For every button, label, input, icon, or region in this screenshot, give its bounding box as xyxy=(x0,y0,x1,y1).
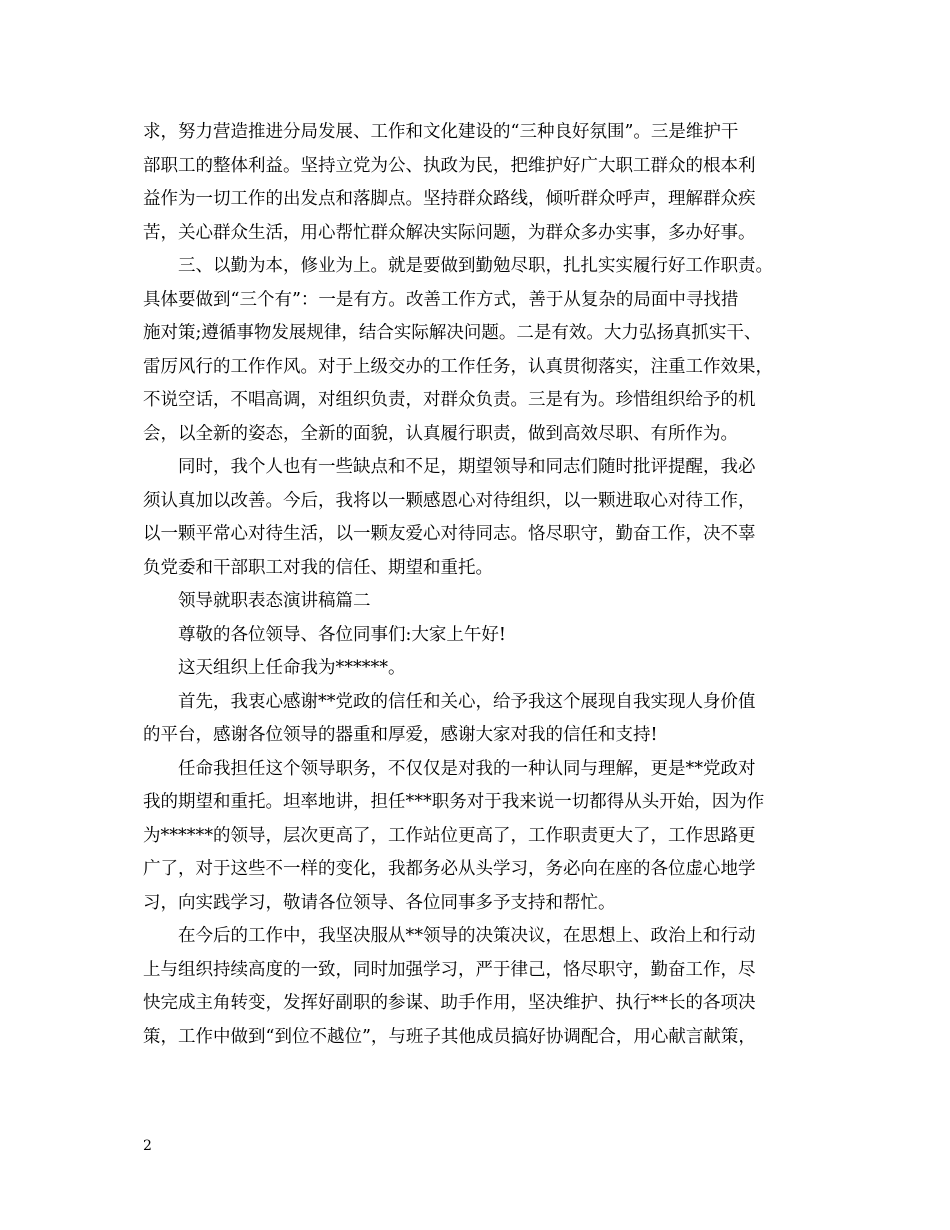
text-line: 策，工作中做到“到位不越位”，与班子其他成员搞好协调配合，用心献言献策， xyxy=(143,1026,756,1047)
text-line: 施对策;遵循事物发展规律，结合实际解决问题。二是有效。大力弘扬真抓实干、 xyxy=(143,323,762,343)
text-line: 会，以全新的姿态，全新的面貌，认真履行职责，做到高效尽职、有所作为。 xyxy=(143,423,738,444)
text-line: 负党委和干部职工对我的信任、期望和重托。 xyxy=(143,557,493,578)
text-line: 快完成主角转变，发挥好副职的参谋、助手作用，坚决维护、执行**长的各项决 xyxy=(143,993,756,1013)
text-line: 为******的领导，层次更高了，工作站位更高了，工作职责更大了，工作思路更 xyxy=(143,825,756,846)
text-line: 尊敬的各位领导、各位同事们:大家上午好! xyxy=(178,624,506,645)
text-line: 在今后的工作中，我坚决服从**领导的决策决议，在思想上、政治上和行动 xyxy=(178,926,756,946)
text-line: 求，努力营造推进分局发展、工作和文化建设的“三种良好氛围”。三是维护干 xyxy=(143,122,739,142)
text-line: 部职工的整体利益。坚持立党为公、执政为民，把维护好广大职工群众的根本利 xyxy=(143,155,756,176)
text-line: 须认真加以改善。今后，我将以一颗感恩心对待组织，以一颗进取心对待工作， xyxy=(143,490,756,511)
text-line: 益作为一切工作的出发点和落脚点。坚持群众路线，倾听群众呼声，理解群众疾 xyxy=(143,189,756,209)
text-line: 不说空话，不唱高调，对组织负责，对群众负责。三是有为。珍惜组织给予的机 xyxy=(143,390,756,410)
body-text xyxy=(143,116,823,1054)
text-line: 同时，我个人也有一些缺点和不足，期望领导和同志们随时批评提醒，我必 xyxy=(178,457,756,477)
text-line: 首先，我衷心感谢**党政的信任和关心，给予我这个展现自我实现人身价值 xyxy=(178,691,756,712)
text-line: 具体要做到“三个有”：一是有方。改善工作方式，善于从复杂的局面中寻找措 xyxy=(143,289,739,310)
text-line: 广了，对于这些不一样的变化，我都务必从头学习，务必向在座的各位虚心地学 xyxy=(143,859,756,879)
text-line: 雷厉风行的工作作风。对于上级交办的工作任务，认真贯彻落实，注重工作效果， xyxy=(143,356,773,377)
text-line: 领导就职表态演讲稿篇二 xyxy=(178,591,371,611)
text-line: 苦，关心群众生活，用心帮忙群众解决实际问题，为群众多办实事，多办好事。 xyxy=(143,222,756,243)
text-line: 以一颗平常心对待生活，以一颗友爱心对待同志。恪尽职守，勤奋工作，决不辜 xyxy=(143,524,756,544)
text-line: 我的期望和重托。坦率地讲，担任***职务对于我来说一切都得从头开始，因为作 xyxy=(143,792,765,812)
text-line: 的平台，感谢各位领导的器重和厚爱，感谢大家对我的信任和支持! xyxy=(143,725,658,745)
page-number: 2 xyxy=(143,1138,152,1154)
text-line: 习，向实践学习，敬请各位领导、各位同事多予支持和帮忙。 xyxy=(143,892,616,913)
text-line: 任命我担任这个领导职务，不仅仅是对我的一种认同与理解，更是**党政对 xyxy=(178,758,756,779)
text-line: 这天组织上任命我为******。 xyxy=(178,658,406,678)
text-line: 三、以勤为本，修业为上。就是要做到勤勉尽职，扎扎实实履行好工作职责。 xyxy=(178,256,773,276)
text-line: 上与组织持续高度的一致，同时加强学习，严于律己，恪尽职守，勤奋工作，尽 xyxy=(143,959,756,980)
